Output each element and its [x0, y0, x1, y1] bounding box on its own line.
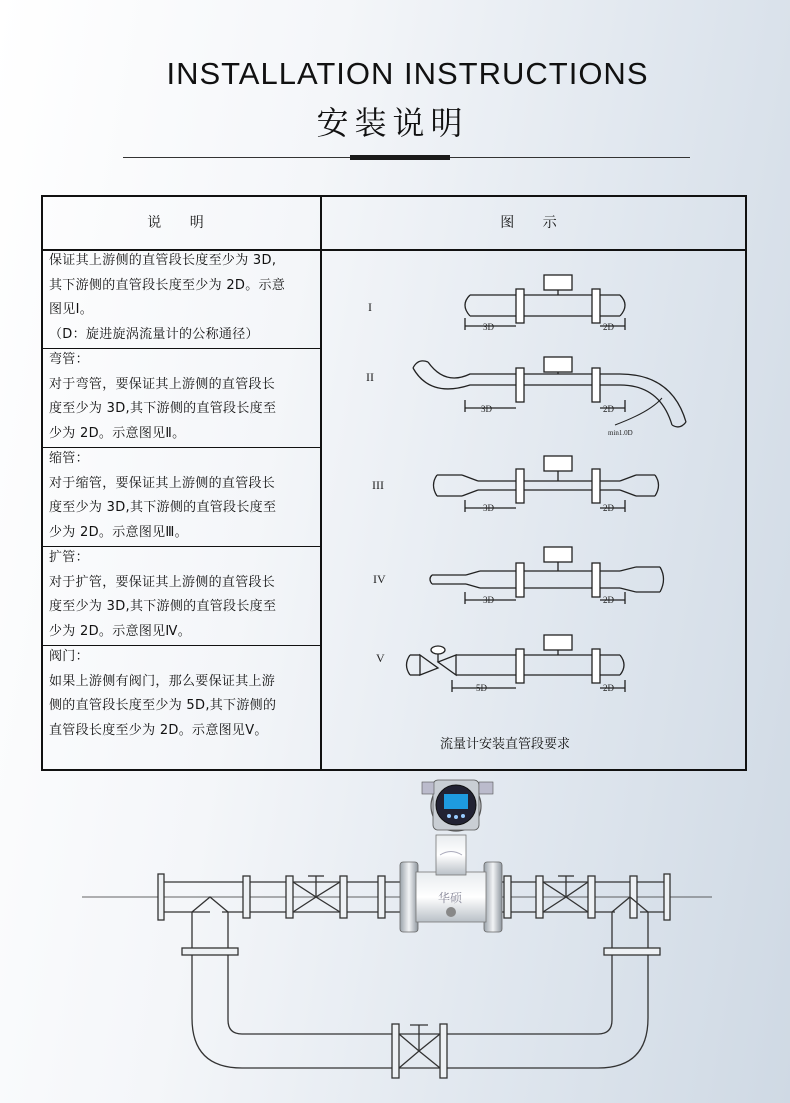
diagram-valve	[407, 635, 626, 692]
table-header-desc: 说 明	[147, 215, 216, 231]
downstream-length: 2D	[603, 322, 614, 332]
upstream-length: 5D	[476, 683, 487, 693]
page-title-en: INSTALLATION INSTRUCTIONS	[166, 56, 649, 91]
table-row-valve: 阀门： 如果上游侧有阀门，那么要保证其上游 侧的直管段长度至少为 5D,其下游侧的 直管段长度至少为 2D。示意图见Ⅴ。	[49, 649, 277, 738]
table-row-expander: 扩管： 对于扩管，要保证其上游侧的直管段长 度至少为 3D,其下游侧的直管段长度至 少为 2D。示意图见Ⅳ。	[49, 550, 277, 639]
diagram-reducer	[434, 456, 659, 512]
figure-label: III	[372, 478, 384, 492]
upstream-length: 3D	[483, 503, 494, 513]
diagram-expander	[430, 547, 664, 604]
page-title-cn: 安装说明	[316, 104, 469, 142]
table-row-straight: 保证其上游侧的直管段长度至少为 3D, 其下游侧的直管段长度至少为 2D。示意 图见Ⅰ。 （D：旋进旋涡流量计的公称通径）	[49, 253, 286, 342]
table-header-fig: 图 示	[500, 215, 569, 231]
table-row-reducer: 缩管： 对于缩管，要保证其上游侧的直管段长 度至少为 3D,其下游侧的直管段长度至 少为 2D。示意图见Ⅲ。	[49, 451, 277, 540]
figure-label: V	[376, 651, 385, 665]
downstream-length: 2D	[603, 404, 614, 414]
upstream-length: 3D	[483, 322, 494, 332]
table-row-elbow: 弯管： 对于弯管，要保证其上游侧的直管段长 度至少为 3D,其下游侧的直管段长度至 少为 2D。示意图见Ⅱ。	[49, 352, 277, 441]
upstream-length: 3D	[483, 595, 494, 605]
figure-caption: 流量计安装直管段要求	[440, 737, 571, 752]
bypass-piping-diagram	[82, 874, 712, 1078]
downstream-length: 2D	[603, 503, 614, 513]
downstream-length: 2D	[603, 683, 614, 693]
meter-brand-label: 华硕	[438, 891, 463, 905]
figure-label: IV	[373, 572, 386, 586]
figure-label: I	[368, 300, 372, 314]
bend-radius-label: min1.0D	[608, 429, 633, 437]
downstream-length: 2D	[603, 595, 614, 605]
upstream-length: 3D	[481, 404, 492, 414]
figure-label: II	[366, 370, 374, 384]
vortex-flowmeter-image	[400, 780, 502, 932]
diagram-elbow	[413, 357, 686, 427]
